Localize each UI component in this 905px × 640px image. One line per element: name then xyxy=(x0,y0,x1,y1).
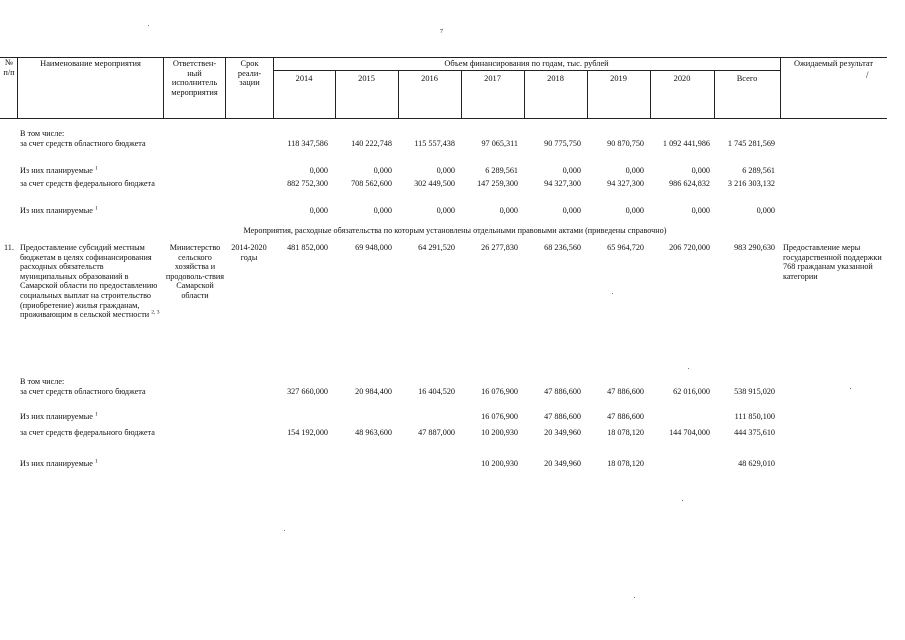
header-result-mark: / xyxy=(866,70,869,80)
section-title: Мероприятия, расходные обязательства по которым установлены отдельными правовыми актами (приведены справочно) xyxy=(243,226,667,235)
year-2016: 2016 xyxy=(421,74,438,83)
value-cell: 6 289,561 xyxy=(485,166,518,175)
value-cell: 0,000 xyxy=(373,166,392,175)
value-cell: 983 290,630 xyxy=(734,243,775,252)
scan-speck xyxy=(688,368,689,369)
value-cell: 0,000 xyxy=(625,206,644,215)
header-term: Срок реали-зации xyxy=(237,59,262,88)
header-num: № п/п xyxy=(3,58,15,77)
value-cell: 154 192,000 xyxy=(287,428,328,437)
value-cell: 0,000 xyxy=(691,166,710,175)
value-cell: 20 349,960 xyxy=(544,459,581,468)
value-cell: 302 449,500 xyxy=(414,179,455,188)
item-responsible: Министерство сельского хозяйства и продоволь-ствия Самарской области xyxy=(165,243,225,300)
value-cell: 16 076,900 xyxy=(481,387,518,396)
value-cell: 0,000 xyxy=(691,206,710,215)
value-cell: 20 984,400 xyxy=(355,387,392,396)
value-cell: 48 629,010 xyxy=(738,459,775,468)
value-cell: 47 886,600 xyxy=(544,387,581,396)
item-result: Предоставление меры государственной поддержки 768 гражданам указанной категории xyxy=(783,243,882,281)
year-2020: 2020 xyxy=(673,74,691,83)
value-cell: 0,000 xyxy=(562,206,581,215)
years-top-line xyxy=(273,70,780,71)
value-cell: 1 745 281,569 xyxy=(727,139,775,148)
value-cell: 140 222,748 xyxy=(351,139,392,148)
value-cell: 327 660,000 xyxy=(287,387,328,396)
block1-row-label: Из них планируемые $^1$ xyxy=(20,205,98,215)
col-line xyxy=(225,57,226,119)
block1-incl: В том числе: xyxy=(20,129,65,138)
value-cell: 48 963,600 xyxy=(355,428,392,437)
item-term: 2014-2020 годы xyxy=(231,243,267,262)
scan-speck xyxy=(682,500,683,501)
value-cell: 47 886,600 xyxy=(544,412,581,421)
value-cell: 10 200,930 xyxy=(481,459,518,468)
value-cell: 206 720,000 xyxy=(669,243,710,252)
value-cell: 26 277,830 xyxy=(481,243,518,252)
header-result: Ожидаемый результат xyxy=(793,59,874,68)
value-cell: 90 870,750 xyxy=(607,139,644,148)
value-cell: 68 236,560 xyxy=(544,243,581,252)
scan-speck xyxy=(284,530,285,531)
header-resp: Ответствен-ный исполнитель мероприятия xyxy=(171,59,218,97)
value-cell: 90 775,750 xyxy=(544,139,581,148)
item-row-label: за счет средств федерального бюджета xyxy=(20,428,155,437)
scan-speck xyxy=(850,388,851,389)
value-cell: 97 065,311 xyxy=(481,139,518,148)
value-cell: 118 347,586 xyxy=(287,139,328,148)
header-name: Наименование мероприятия xyxy=(40,59,141,68)
value-cell: 115 557,438 xyxy=(414,139,455,148)
scan-speck xyxy=(634,597,635,598)
value-cell: 0,000 xyxy=(562,166,581,175)
value-cell: 538 915,020 xyxy=(734,387,775,396)
value-cell: 0,000 xyxy=(373,206,392,215)
value-cell: 16 076,900 xyxy=(481,412,518,421)
item-row-label: Из них планируемые $^1$ xyxy=(20,458,98,468)
value-cell: 986 624,832 xyxy=(669,179,710,188)
value-cell: 0,000 xyxy=(309,166,328,175)
header-bottom-line xyxy=(0,118,887,119)
value-cell: 94 327,300 xyxy=(607,179,644,188)
value-cell: 47 886,600 xyxy=(607,387,644,396)
value-cell: 0,000 xyxy=(436,206,455,215)
value-cell: 94 327,300 xyxy=(544,179,581,188)
year-2019: 2019 xyxy=(610,74,627,83)
page-mark: 7 xyxy=(440,29,443,35)
value-cell: 3 216 303,132 xyxy=(727,179,775,188)
value-cell: 708 562,600 xyxy=(351,179,392,188)
item-number: 11. xyxy=(4,243,14,252)
value-cell: 62 016,000 xyxy=(673,387,710,396)
value-cell: 882 752,300 xyxy=(287,179,328,188)
value-cell: 1 092 441,986 xyxy=(662,139,710,148)
block1-row-label: Из них планируемые $^1$ xyxy=(20,165,98,175)
value-cell: 16 404,520 xyxy=(418,387,455,396)
block1-row-label: за счет средств федерального бюджета xyxy=(20,179,155,188)
value-cell: 0,000 xyxy=(625,166,644,175)
scan-speck xyxy=(148,25,149,26)
item-row-label: за счет средств областного бюджета xyxy=(20,387,146,396)
value-cell: 0,000 xyxy=(499,206,518,215)
year-2018: 2018 xyxy=(547,74,564,83)
value-cell: 144 704,000 xyxy=(669,428,710,437)
value-cell: 0,000 xyxy=(436,166,455,175)
value-cell: 65 964,720 xyxy=(607,243,644,252)
value-cell: 69 948,000 xyxy=(355,243,392,252)
value-cell: 0,000 xyxy=(756,206,775,215)
value-cell: 18 078,120 xyxy=(607,428,644,437)
value-cell: 481 852,000 xyxy=(287,243,328,252)
value-cell: 0,000 xyxy=(309,206,328,215)
item-name: Предоставление субсидий местным бюджетам в целях софинансирования расходных обязательств муниципальных образований в Самарской области по предоставлению социальных выплат на строительство (приобретение) жилья гражданам, проживающим в сельской местности $^{2, 3}$ xyxy=(20,243,160,320)
value-cell: 147 259,300 xyxy=(477,179,518,188)
block1-row-label: за счет средств областного бюджета xyxy=(20,139,146,148)
header-top-line xyxy=(0,57,887,58)
value-cell: 111 850,100 xyxy=(734,412,775,421)
col-line xyxy=(163,57,164,119)
value-cell: 10 200,930 xyxy=(481,428,518,437)
item-incl: В том числе: xyxy=(20,377,65,386)
scan-speck xyxy=(612,293,613,294)
value-cell: 47 886,600 xyxy=(607,412,644,421)
value-cell: 6 289,561 xyxy=(742,166,775,175)
item-row-label: Из них планируемые $^1$ xyxy=(20,411,98,421)
value-cell: 47 887,000 xyxy=(418,428,455,437)
year-total: Всего xyxy=(736,74,758,83)
year-2015: 2015 xyxy=(358,74,375,83)
year-2017: 2017 xyxy=(484,74,501,83)
header-funding: Объем финансирования по годам, тыс. рублей xyxy=(444,59,609,68)
value-cell: 20 349,960 xyxy=(544,428,581,437)
value-cell: 444 375,610 xyxy=(734,428,775,437)
value-cell: 18 078,120 xyxy=(607,459,644,468)
value-cell: 64 291,520 xyxy=(418,243,455,252)
year-2014: 2014 xyxy=(295,74,313,83)
